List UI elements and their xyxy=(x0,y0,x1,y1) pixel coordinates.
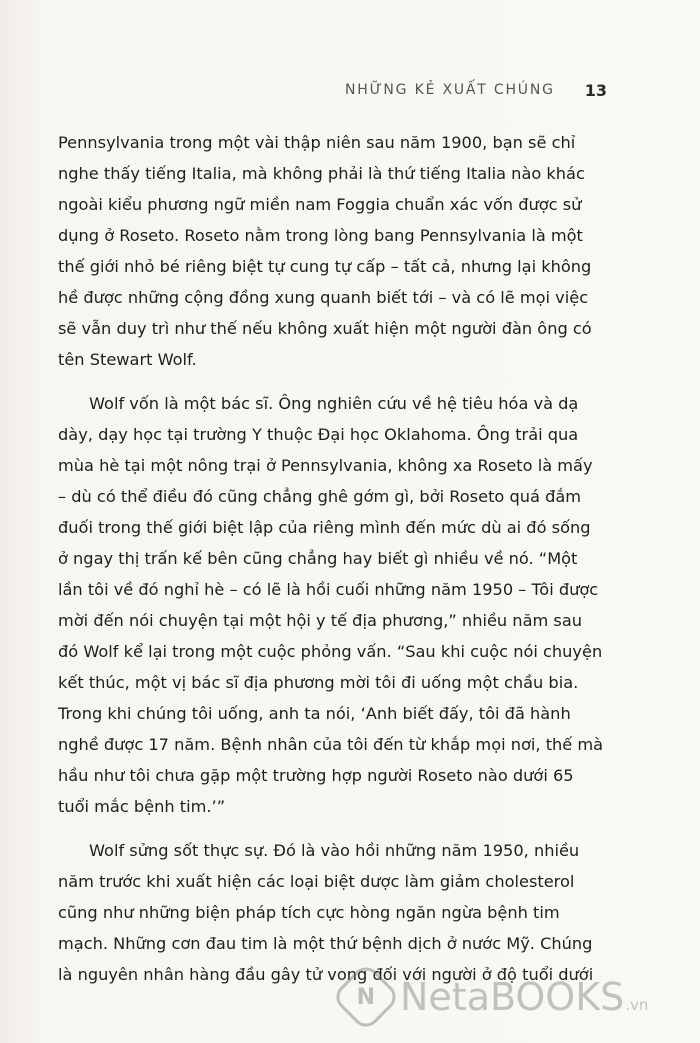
text-line: hề được những cộng đồng xung quanh biết tới – và có lẽ mọi việc xyxy=(58,288,589,307)
text-line: nghe thấy tiếng Italia, mà không phải là thứ tiếng Italia nào khác xyxy=(58,164,585,183)
text-line: tên Stewart Wolf. xyxy=(58,350,197,369)
text-line: dụng ở Roseto. Roseto nằm trong lòng bang Pennsylvania là một xyxy=(58,226,583,245)
text-line: sẽ vẫn duy trì như thế nếu không xuất hiện một người đàn ông có xyxy=(58,319,592,338)
paragraph-gap xyxy=(58,375,618,388)
text-line: đó Wolf kể lại trong một cuộc phỏng vấn. “Sau khi cuộc nói chuyện xyxy=(58,642,603,661)
logo-letter: N xyxy=(356,984,376,1010)
text-line: Pennsylvania trong một vài thập niên sau năm 1900, bạn sẽ chỉ xyxy=(58,133,576,152)
text-line: thế giới nhỏ bé riêng biệt tự cung tự cấp – tất cả, nhưng lại không xyxy=(58,257,592,276)
text-line: mùa hè tại một nông trại ở Pennsylvania, không xa Roseto là mấy xyxy=(58,456,593,475)
netabooks-watermark xyxy=(338,967,688,1027)
text-line: mạch. Những cơn đau tim là một thứ bệnh dịch ở nước Mỹ. Chúng xyxy=(58,934,593,953)
running-head xyxy=(345,79,615,101)
paragraph-gap xyxy=(58,822,618,835)
text-line: nghề được 17 năm. Bệnh nhân của tôi đến từ khắp mọi nơi, thế mà xyxy=(58,735,604,754)
netabooks-logo-icon xyxy=(331,962,402,1033)
text-line: mời đến nói chuyện tại một hội y tế địa phương,” nhiều năm sau xyxy=(58,611,583,630)
text-line: cũng như những biện pháp tích cực hòng ngăn ngừa bệnh tim xyxy=(58,903,560,922)
text-line: lần tôi về đó nghỉ hè – có lẽ là hồi cuối những năm 1950 – Tôi được xyxy=(58,580,599,599)
watermark-brand: NetaBOOKS xyxy=(400,975,625,1019)
page-number: 13 xyxy=(584,80,608,100)
watermark-text xyxy=(400,975,648,1019)
text-line: Wolf sửng sốt thực sự. Đó là vào hồi những năm 1950, nhiều xyxy=(89,841,580,860)
text-line: tuổi mắc bệnh tim.’” xyxy=(58,797,226,816)
text-line: kết thúc, một vị bác sĩ địa phương mời tôi đi uống một chầu bia. xyxy=(58,673,579,692)
paragraph-1 xyxy=(58,127,618,375)
text-line: đuối trong thế giới biệt lập của riêng mình đến mức dù ai đó sống xyxy=(58,518,591,537)
text-line: là nguyên nhân hàng đầu gây tử vong đối với người ở độ tuổi dưới xyxy=(58,965,594,984)
text-line: dày, dạy học tại trường Y thuộc Đại học Oklahoma. Ông trải qua xyxy=(58,425,579,444)
text-line: năm trước khi xuất hiện các loại biệt dược làm giảm cholesterol xyxy=(58,872,575,891)
body-text xyxy=(58,127,618,990)
text-line: Trong khi chúng tôi uống, anh ta nói, ‘Anh biết đấy, tôi đã hành xyxy=(58,704,571,723)
text-line: – dù có thể điều đó cũng chẳng ghê gớm gì, bởi Roseto quá đắm xyxy=(58,487,582,506)
text-line: Wolf vốn là một bác sĩ. Ông nghiên cứu về hệ tiêu hóa và dạ xyxy=(89,394,579,413)
text-line: hầu như tôi chưa gặp một trường hợp người Roseto nào dưới 65 xyxy=(58,766,574,785)
paragraph-2 xyxy=(58,388,618,822)
watermark-suffix: .vn xyxy=(625,996,649,1014)
text-line: ở ngay thị trấn kế bên cũng chẳng hay biết gì nhiều về nó. “Một xyxy=(58,549,578,568)
running-title: NHỮNG KẺ XUẤT CHÚNG xyxy=(345,82,555,98)
text-line: ngoài kiểu phương ngữ miền nam Foggia chuẩn xác vốn được sử xyxy=(58,195,582,214)
